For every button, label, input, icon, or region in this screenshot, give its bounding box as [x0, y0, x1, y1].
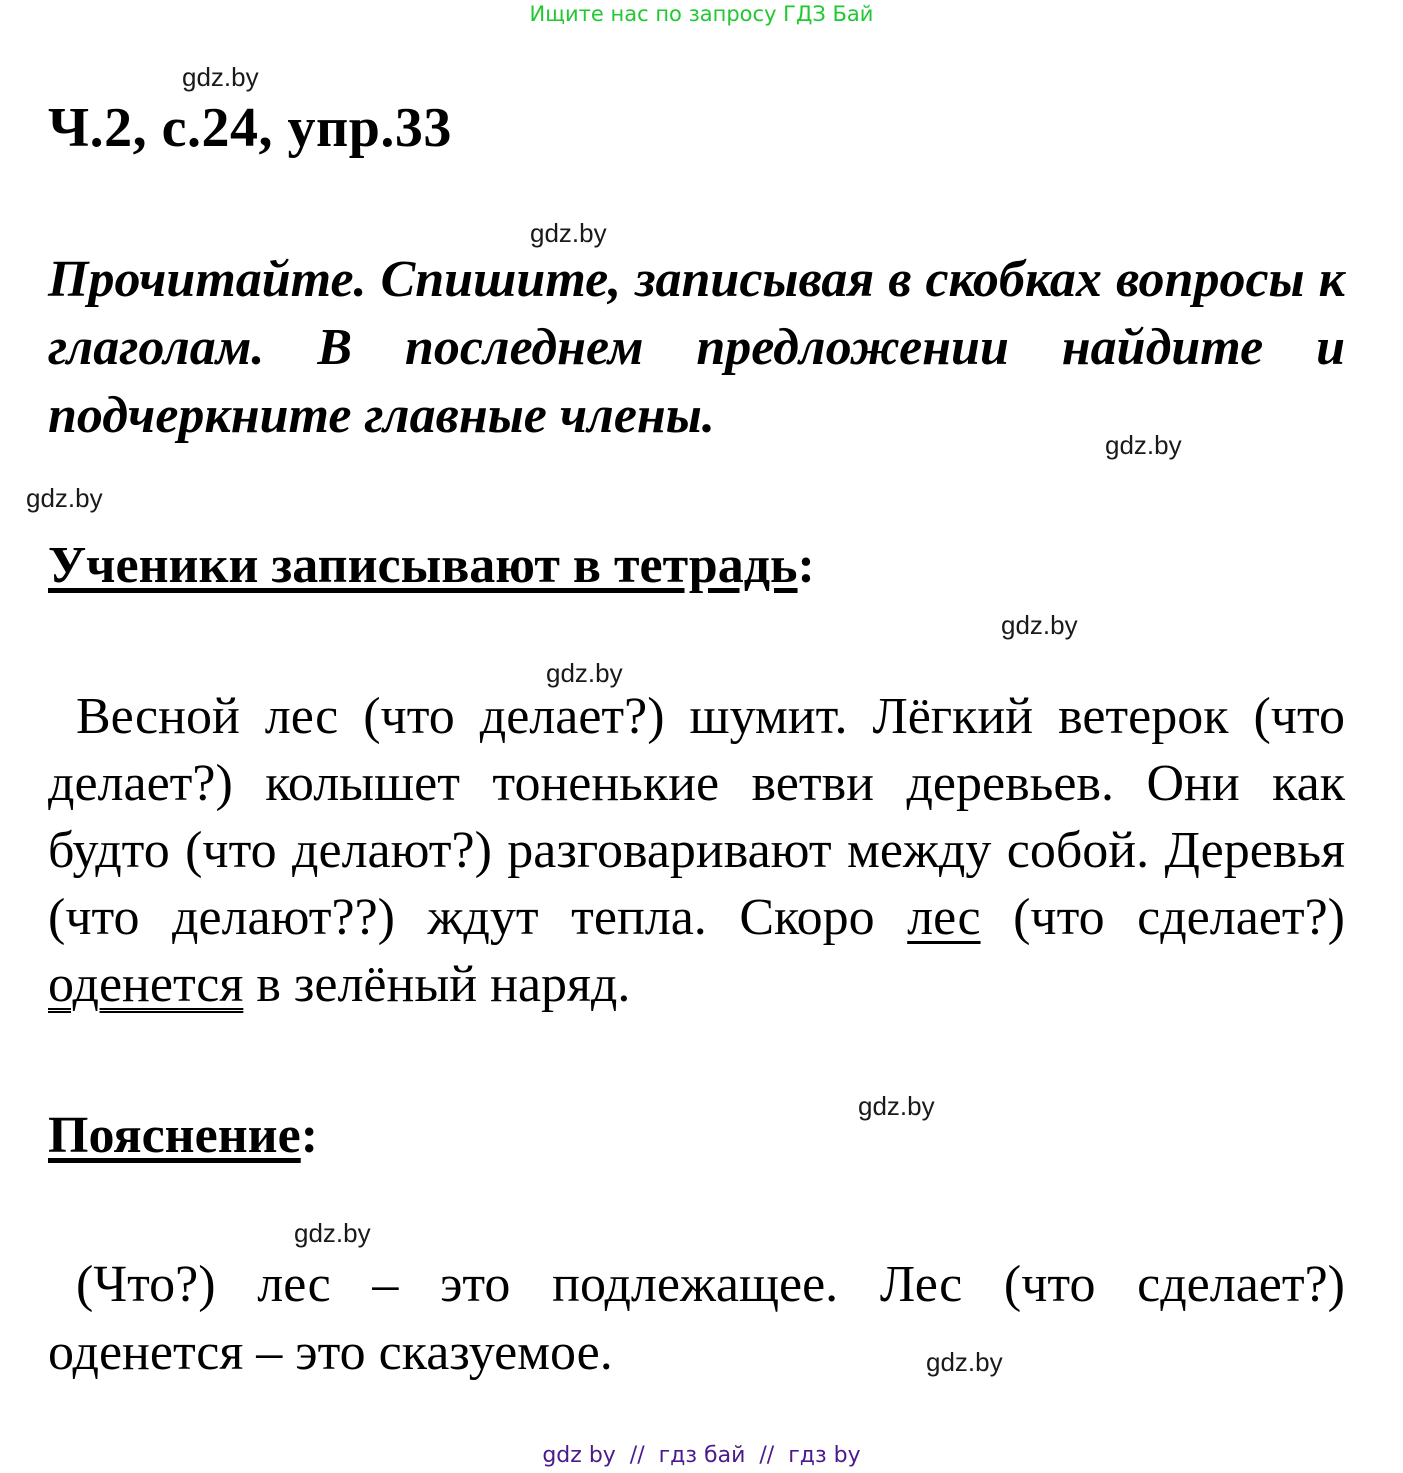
predicate-double-underlined: оденется — [48, 956, 244, 1013]
answer-text-start: Весной лес (что делает?) шумит. Лёгкий ветерок (что делает?) колышет тоненькие ветви деревьев. Они как будто (что делают?) разговаривают между собой. Деревья (что делают??) ждут тепла. Скоро — [48, 688, 1345, 946]
watermark: gdz.by — [182, 62, 259, 92]
heading-colon: : — [300, 1107, 319, 1164]
answer-text-middle: (что сделает?) — [980, 889, 1345, 946]
heading-text: Пояснение — [48, 1107, 301, 1164]
heading-text: Ученики записывают в тетрадь — [48, 537, 798, 594]
answer-text-end: в зелёный наряд. — [243, 956, 631, 1013]
section-heading-notebook — [48, 536, 815, 596]
section-heading-explanation — [48, 1106, 318, 1166]
footer-links: gdz by // гдз бай // гдз by — [542, 1443, 861, 1468]
page-title: Ч.2, с.24, упр.33 — [48, 97, 452, 159]
search-banner: Ищите нас по запросу ГДЗ Бай — [529, 2, 874, 26]
watermark: gdz.by — [530, 218, 607, 248]
answer-text — [48, 683, 1345, 1018]
watermark: gdz.by — [1105, 430, 1182, 460]
watermark: gdz.by — [546, 658, 623, 688]
watermark: gdz.by — [294, 1218, 371, 1248]
watermark: gdz.by — [1001, 610, 1078, 640]
task-instructions: Прочитайте. Спишите, записывая в скобках вопросы к глаголам. В последнем предложении найдите и подчеркните главные члены. — [48, 251, 1345, 444]
heading-colon: : — [797, 537, 815, 594]
watermark: gdz.by — [858, 1091, 935, 1121]
explanation-text: (Что?) лес – это подлежащее. Лес (что сделает?) оденется – это сказуемое. — [48, 1256, 1345, 1381]
subject-underlined: лес — [907, 889, 981, 946]
watermark: gdz.by — [26, 483, 103, 513]
watermark: gdz.by — [926, 1347, 1003, 1377]
